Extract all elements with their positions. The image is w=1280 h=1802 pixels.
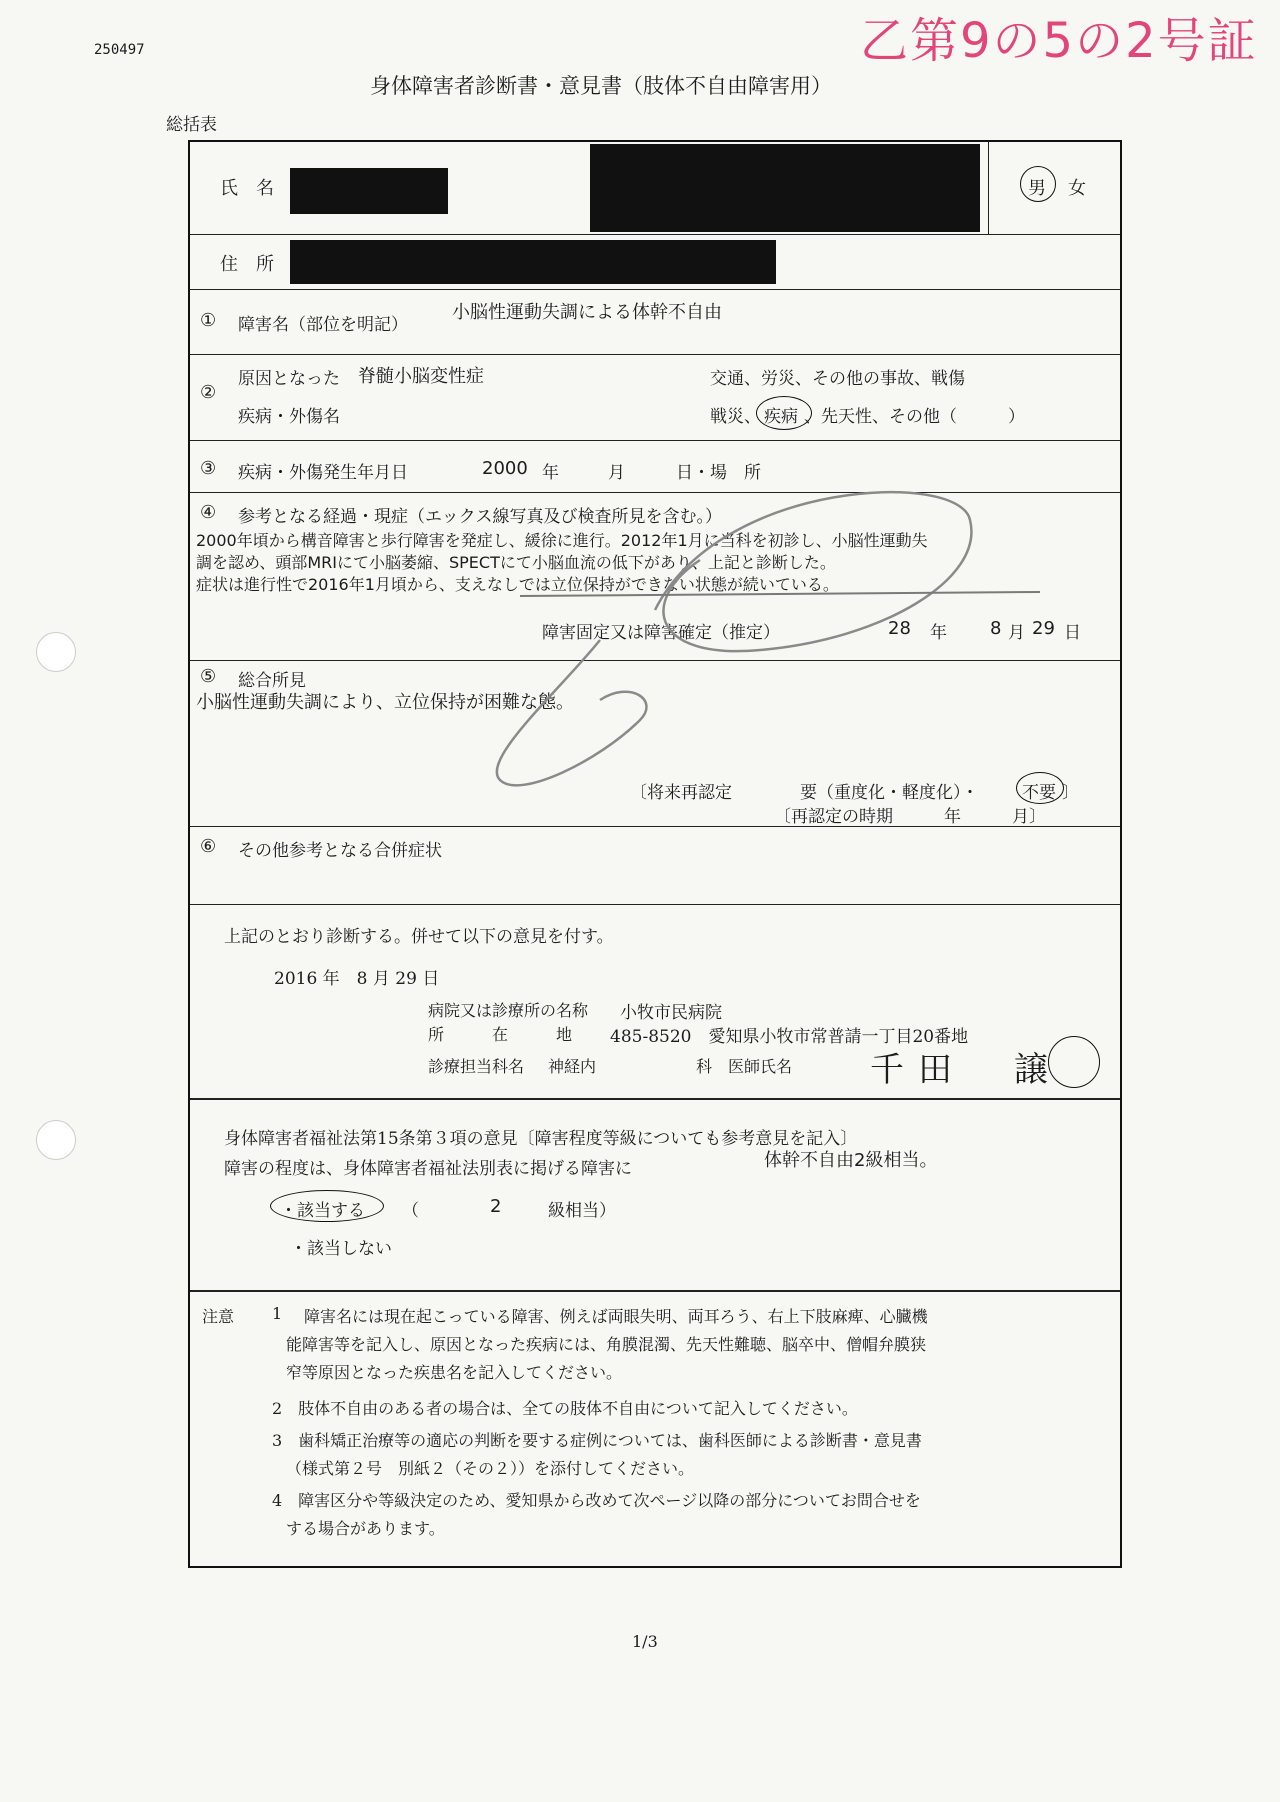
reassess-time: 〔再認定の時期 年 月〕 (774, 807, 1046, 827)
note-3-line1: 3 歯科矯正治療等の適応の判断を要する症例については、歯科医師による診断書・意見書 (272, 1431, 922, 1450)
note-1-line2: 能障害等を記入し、原因となった疾病には、角膜混濁、先天性難聴、脳卒中、僧帽弁膜狭 (286, 1335, 927, 1354)
diagnosis-date: 2016 年 8 月 29 日 (274, 969, 440, 989)
section-6-number: ⑥ (200, 836, 217, 857)
section-5-number: ⑤ (200, 666, 217, 687)
opinion-yes: ・該当する (280, 1201, 365, 1221)
note-1-line3: 窄等原因となった疾患名を記入してください。 (286, 1363, 623, 1382)
document-title: 身体障害者診断書・意見書（肢体不自由障害用） (370, 74, 832, 98)
hospital-address: 485-8520 愛知県小牧市常普請一丁目20番地 (610, 1027, 969, 1047)
reassess-label: 〔将来再認定 (630, 783, 732, 803)
section-1-label: 障害名（部位を明記） (238, 315, 408, 335)
section-3-number: ③ (200, 458, 217, 479)
history-line-1: 2000年頃から構音障害と歩行障害を発症し、緩徐に進行。2012年1月に当科を初診し、小脳性運動失 (196, 531, 928, 550)
note-3-line2: （様式第２号 別紙２（その２））を添付してください。 (286, 1459, 695, 1478)
department-suffix: 科 医師氏名 (696, 1057, 793, 1076)
opinion-handwritten: 体幹不自由2級相当。 (764, 1150, 938, 1171)
fixed-year: 28 (888, 618, 911, 639)
history-line-3: 症状は進行性で2016年1月頃から、支えなしでは立位保持ができない状態が続いている。 (196, 575, 839, 594)
section-2-number: ② (200, 382, 217, 403)
note-4-line2: する場合があります。 (286, 1519, 445, 1538)
fixed-month: 8 (990, 618, 1002, 639)
summary-label: 総括表 (166, 115, 217, 135)
hospital-name: 小牧市民病院 (620, 1003, 722, 1023)
cause-disease: 脊髄小脳変性症 (358, 366, 484, 387)
disability-name: 小脳性運動失調による体幹不自由 (452, 302, 722, 323)
exhibit-stamp: 乙第9の5の2号証 (860, 13, 1258, 69)
note-1-number: 1 (272, 1304, 283, 1323)
fixed-day-unit: 日 (1064, 623, 1081, 643)
hospital-address-label: 所 在 地 (428, 1025, 573, 1044)
document-id: 250497 (94, 42, 145, 58)
address-label: 住 所 (220, 254, 274, 275)
note-4-line1: 4 障害区分や等級決定のため、愛知県から改めて次ページ以降の部分についてお問合せを (272, 1491, 921, 1510)
onset-year: 2000 (482, 458, 528, 479)
cause-option-selected: 疾病 (764, 407, 798, 427)
onset-month-unit: 月 (608, 463, 625, 483)
onset-day-place: 日・場 所 (676, 463, 761, 483)
page-number: 1/3 (632, 1632, 658, 1651)
department-label: 診療担当科名 (428, 1057, 525, 1076)
fixed-date-label: 障害固定又は障害確定（推定） (542, 623, 780, 643)
section-2-label-bottom: 疾病・外傷名 (238, 407, 340, 427)
reassess-close: 〕 (1062, 783, 1079, 803)
opinion-no: ・該当しない (290, 1239, 392, 1259)
section-5-label: 総合所見 (238, 671, 306, 691)
grade-open: （ (402, 1201, 419, 1221)
opinion-line2: 障害の程度は、身体障害者福祉法別表に掲げる障害に (224, 1159, 632, 1179)
section-3-label: 疾病・外傷発生年月日 (238, 463, 408, 483)
note-2: 2 肢体不自由のある者の場合は、全ての肢体不自由について記入してください。 (272, 1399, 858, 1418)
section-4-number: ④ (200, 502, 217, 523)
cause-options-line2a: 戦災、 (710, 407, 761, 427)
hospital-label: 病院又は診療所の名称 (428, 1001, 589, 1020)
opinion-heading: 身体障害者福祉法第15条第３項の意見〔障害程度等級についても参考意見を記入〕 (224, 1129, 858, 1149)
fixed-month-unit: 月 (1008, 623, 1025, 643)
reassess-selected: 不要 (1022, 783, 1056, 803)
onset-year-unit: 年 (542, 463, 559, 483)
note-1-line1: 障害名には現在起こっている障害、例えば両眼失明、両耳ろう、右上下肢麻痺、心臓機 (304, 1307, 928, 1326)
history-line-2: 調を認め、頭部MRIにて小脳萎縮、SPECTにて小脳血流の低下があり、上記と診断した。 (196, 553, 836, 572)
section-2-label-top: 原因となった (238, 369, 340, 389)
sex-female: 女 (1068, 178, 1086, 199)
fixed-day: 29 (1032, 618, 1055, 639)
reassess-options: 要（重度化・軽度化）・ (800, 783, 979, 803)
doctor-signature: 千田 譲 (870, 1050, 1062, 1090)
sex-male: 男 (1028, 178, 1046, 199)
overall-findings: 小脳性運動失調により、立位保持が困難な態。 (196, 692, 574, 713)
department-value: 神経内 (548, 1057, 597, 1076)
grade-close: 級相当） (548, 1201, 616, 1221)
cause-options-line2b: 、先天性、その他（ ） (804, 407, 1025, 427)
fixed-year-unit: 年 (930, 623, 947, 643)
notes-label: 注意 (202, 1307, 235, 1326)
grade-value: 2 (490, 1196, 502, 1217)
name-label: 氏 名 (220, 178, 274, 199)
diagnosis-statement: 上記のとおり診断する。併せて以下の意見を付す。 (224, 927, 614, 947)
section-6-label: その他参考となる合併症状 (238, 841, 442, 861)
section-4-label: 参考となる経過・現症（エックス線写真及び検査所見を含む。） (238, 507, 722, 527)
cause-options-line1: 交通、労災、その他の事故、戦傷 (710, 369, 965, 389)
section-1-number: ① (200, 310, 217, 331)
